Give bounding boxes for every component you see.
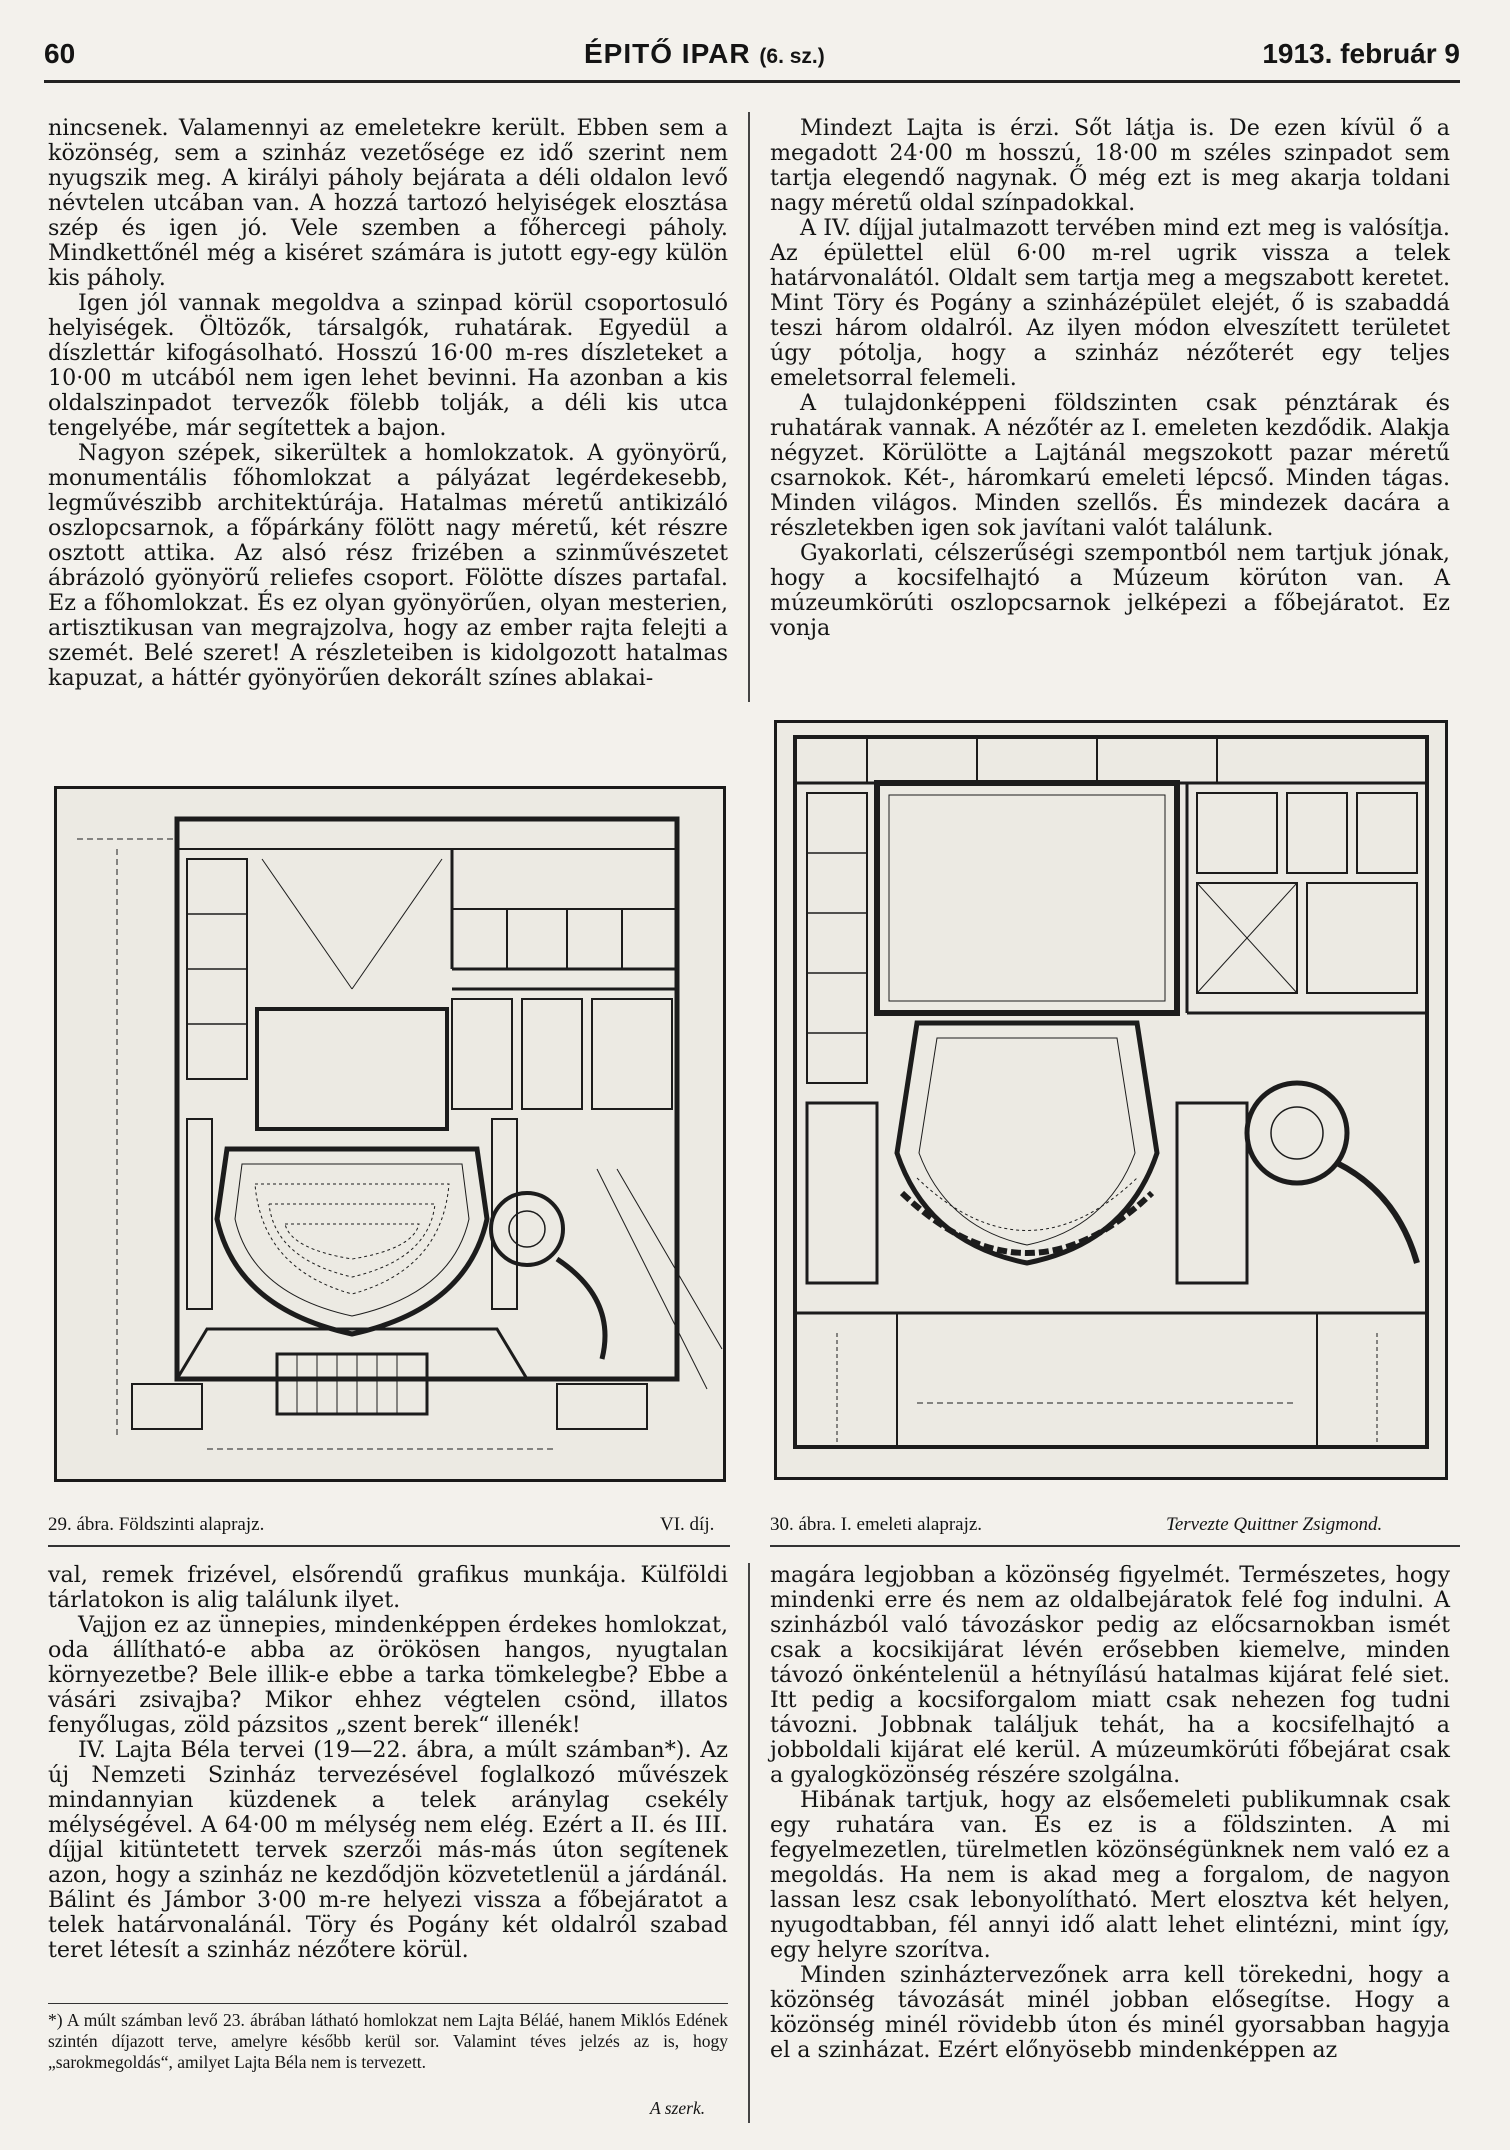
paragraph: Igen jól vannak megoldva a szinpad körül csoportosuló helyiségek. Öltözők, társalgók, ruhatárak. Egyedül a díszlettár kifogásolható. Hosszú 16·00 m-res díszleteket a 10·00 m utcából nem igen lehet bevinni. Ha azonban a kis oldalszinpadot tervezők fölebb tolják, a déli kis utca tengelyébe, már segítettek a bajon. [48,290,728,441]
header-rule [44,80,1460,83]
paragraph: Minden szinháztervezőnek arra kell törekedni, hogy a közönség távozását minél jobban elősegítse. Hogy a közönség minél rövidebb úton és minél gyorsabban hagyja el a szinházat. Ezért előnyösebb mindenképpen az [770,1962,1450,2063]
figure-29-prize: VI. díj. [660,1514,715,1535]
ground-floor-plan-drawing [57,789,723,1479]
bottom-right-column [770,1563,1450,2063]
first-floor-plan-drawing [777,723,1445,1477]
paragraph: Gyakorlati, célszerűségi szempontból nem tartjuk jónak, hogy a kocsifelhajtó a Múzeum körúton van. A múzeumkörúti oszlopcsarnok jelképezi a főbejáratot. Ez vonja [770,540,1450,641]
footnote: *) A múlt számban levő 23. ábrában látható homlokzat nem Lajta Béláé, hanem Miklós Edének szintén díjazott terve, amelyre később kerül sor. Valamint téves jelzés az is, hogy „sarokmegoldás“, amilyet Lajta Béla nem is tervezett. [48,2010,728,2072]
figure-29-caption: 29. ábra. Földszinti alaprajz. [48,1514,265,1535]
footnote-rule [48,2003,728,2004]
paragraph: Hibának tartjuk, hogy az elsőemeleti publikumnak csak egy ruhatára van. És ez is a földszinten. A mi fegyelmezetlen, türelmetlen közönségünknek nem való ez a megoldás. Ha nem is akad meg a forgalom, de nagyon lassan lesz csak lebonyolítható. Mert elosztva két helyen, nyugodtabban, fél annyi idő alatt lehet elintézni, mint így, egy helyre szorítva. [770,1787,1450,1963]
bottom-left-column [48,1563,728,1963]
figure-30-caption: 30. ábra. I. emeleti alaprajz. [770,1514,983,1535]
paragraph: Vajjon ez az ünnepies, mindenképpen érdekes homlokzat, oda állítható-e abba az örökösen hangos, nyugtalan környezetbe? Bele illik-e ebbe a tarka tömkelegbe? Ebbe a vásári zsivajba? Mikor ehhez végtelen csönd, illatos fenyőlugas, zöld pázsitos „szent berek“ illenék! [48,1612,728,1738]
journal-title [584,38,825,70]
paragraph: Nagyon szépek, sikerültek a homlokzatok. A gyönyörű, monumentális főhomlokzat a pályázat legérdekesebb, legművészibb architektúrája. Hatalmas méretű antikizáló oszlopcsarnok, a főpárkány fölött nagy méretű, két részre osztott attika. Az alsó rész frizében a szinművészetet ábrázoló gyönyörű reliefes csoport. Fölötte díszes partafal. Ez a főhomlokzat. És ez olyan gyönyörűen, olyan mesterien, artisztikusan van megrajzolva, hogy az ember rajta felejti a szemét. Belé szeret! A részleteiben is kidolgozott hatalmas kapuzat, a háttér gyönyörűen dekorált színes ablakai- [48,440,728,691]
footnote-signature: A szerk. [650,2098,706,2118]
paragraph: val, remek frizével, elsőrendű grafikus munkája. Külföldi tárlatokon is alig találunk ilyet. [48,1562,728,1613]
column-divider-bottom [748,1563,750,2123]
ground-floor-plan [54,786,726,1482]
journal-name: ÉPITŐ IPAR [584,38,751,69]
paragraph: A tulajdonképpeni földszinten csak pénztárak és ruhatárak vannak. A nézőtér az I. emeleten kezdődik. Alakja négyzet. Körülötte a Lajtánál megszokott pazar méretű csarnokok. Két-, háromkarú emeleti lépcső. Minden tágas. Minden világos. Minden szellős. És mindezek dacára a részletekben igen sok javítani valót találunk. [770,390,1450,541]
paragraph: nincsenek. Valamennyi az emeletekre került. Ebben sem a közönség, sem a szinház vezetősége ez idő szerint nem nyugszik meg. A királyi páholy bejárata a déli oldalon levő névtelen utcában van. A hozzá tartozó helyiségek elosztása szép és igen jó. Vele szemben a főhercegi páholy. Mindkettőnél még a kiséret számára is jutott egy-egy külön kis páholy. [48,115,728,291]
paragraph: A IV. díjjal jutalmazott tervében mind ezt meg is valósítja. Az épülettel elül 6·00 m-rel ugrik vissza a telek határvonalától. Oldalt sem tartja meg a megszabott keretet. Mint Töry és Pogány a szinházépület elejét, ő is szabaddá teszi három oldalról. Az ilyen módon elveszített területet úgy pótolja, hogy a szinház nézőterét egy teljes emeletsorral felemeli. [770,215,1450,391]
top-right-column [770,116,1450,641]
paragraph: Mindezt Lajta is érzi. Sőt látja is. De ezen kívül ő a megadott 24·00 m hosszú, 18·00 m széles szinpadot sem tartja elegendő nagynak. Ő még ezt is meg akarja toldani nagy méretű oldal színpadokkal. [770,115,1450,216]
issue-number: (6. sz.) [759,45,825,68]
column-divider-top [748,112,750,702]
issue-date: 1913. február 9 [1262,38,1460,69]
paragraph: magára legjobban a közönség figyelmét. Természetes, hogy mindenki erre és nem az oldalbejáratok felé fog indulni. A szinházból való távozáskor pedig az előcsarnokban ismét csak a kocsikijárat lévén erősebben kiemelve, minden távozó önkéntelenül a hétnyílású hatalmas kijárat felé siet. Itt pedig a kocsiforgalom miatt csak nehezen fog tudni távozni. Jobbnak találjuk tehát, ha a kocsifelhajtó a jobboldali kijárat elé kerül. A múzeumkörúti főbejárat csak a gyalogközönség részére szolgálna. [770,1562,1450,1788]
paragraph: IV. Lajta Béla tervei (19—22. ábra, a múlt számban*). Az új Nemzeti Szinház tervezésével foglalkozó művészek mindannyian küzdenek a telek aránylag csekély mélységével. A 64·00 m mélység nem elég. Ezért a II. és III. díjjal kitüntetett tervek szerzői más-más úton segítenek azon, hogy a szinház ne kezdődjön közvetetlenül a járdánál. Bálint és Jámbor 3·00 m-re helyezi vissza a főbejáratot a telek határvonalánál. Töry és Pogány két oldalról szabad teret létesít a szinház nézőtere körül. [48,1737,728,1963]
caption-rule-right [770,1545,1460,1547]
first-floor-plan [774,720,1448,1480]
caption-rule-left [48,1545,730,1547]
page-number: 60 [44,38,76,69]
figure-30-credit: Tervezte Quittner Zsigmond. [1166,1514,1383,1535]
top-left-column [48,116,728,691]
running-header [44,38,1460,78]
